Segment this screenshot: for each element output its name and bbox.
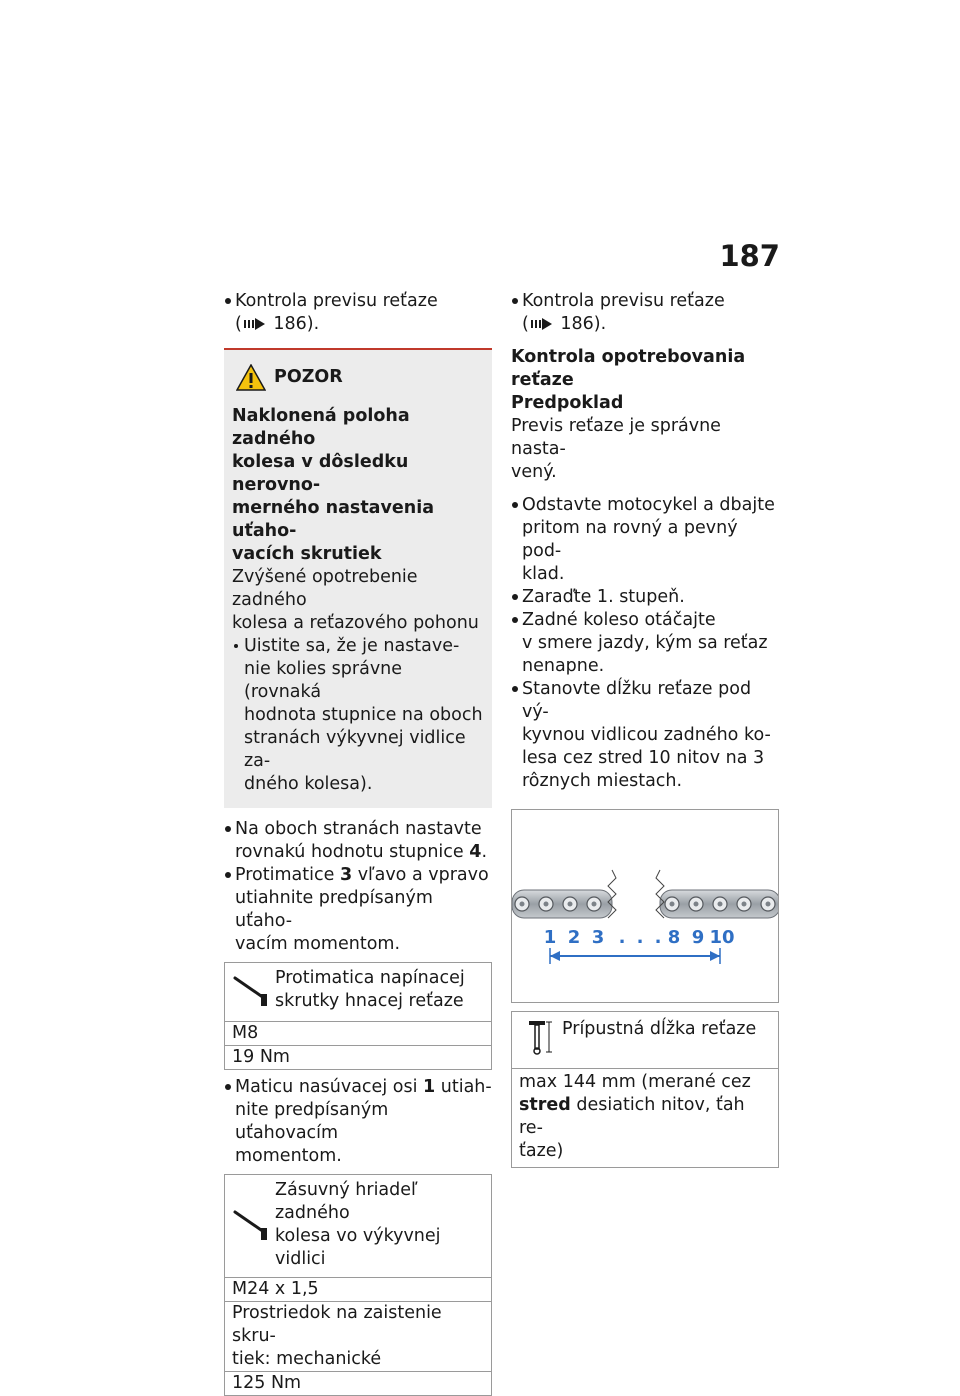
warning-body: Zvýšené opotrebenie zadného kolesa a reťazového pohonu (232, 567, 479, 633)
chain-length-value: max 144 mm (merané cez stred desiatich nitov, ťah re- ťaze) (519, 1072, 751, 1161)
left-column (224, 290, 492, 1396)
torque-spec-table (224, 962, 492, 1070)
warning-box (224, 348, 492, 808)
step-item: Odstavte motocykel a dbajte pritom na rovný a pevný pod- klad. (511, 494, 779, 586)
step-item: Protimatice 3 vľavo a vpravo utiahnite predpísaným uťaho- vacím momentom. (224, 864, 492, 956)
warning-heading: Naklonená poloha zadného kolesa v dôsledku nerovno- merného nastavenia uťaho- vacích skrutiek (232, 406, 435, 564)
spec-table-header: Protimatica napínacej skrutky hnacej reťaze (225, 963, 491, 1022)
chain-illustration (512, 810, 779, 1002)
reference-link[interactable]: ( 186). (235, 314, 320, 334)
prerequisite-text: Previs reťaze je správne nasta- vený. (511, 416, 721, 482)
section-heading: Kontrola opotrebovania reťaze (511, 347, 746, 390)
warning-action: Uistite sa, že je nastave- nie kolies správne (rovnaká hodnota stupnice na oboch stranách výkyvnej vidlice za- dného kolesa). (232, 635, 484, 796)
torque-spec-table (224, 1174, 492, 1396)
figure-label: . (654, 927, 662, 948)
warning-title: POZOR (274, 367, 343, 387)
reference-item: Kontrola previsu reťaze (224, 290, 492, 313)
figure-label: 3 (591, 927, 605, 948)
step-item: Na oboch stranách nastavte rovnakú hodnotu stupnice 4. (224, 818, 492, 864)
spec-table-header: Zásuvný hriadeľ zadného kolesa vo výkyvnej vidlici (225, 1175, 491, 1278)
step-item: Zadné koleso otáčajte v smere jazdy, kým sa reťaz nenapne. (511, 609, 779, 678)
figure-label: . (636, 927, 644, 948)
spec-thread: M8 (225, 1022, 491, 1046)
prerequisite-label: Predpoklad (511, 393, 624, 413)
reference-item: Kontrola previsu reťaze (511, 290, 779, 313)
figure-label: 2 (567, 927, 581, 948)
figure-label: . (618, 927, 626, 948)
chain-measurement-figure (511, 809, 779, 1003)
measure-caliper-icon (525, 1018, 555, 1056)
spec-thread: M24 x 1,5 (225, 1278, 491, 1302)
reference-link[interactable]: ( 186). (522, 314, 607, 334)
torque-wrench-icon (232, 1208, 272, 1242)
right-column (511, 290, 779, 1168)
warning-header (236, 364, 484, 391)
reference-arrow-icon (531, 318, 553, 330)
step-item: Maticu nasúvacej osi 1 utiah- nite predpísaným uťahovacím momentom. (224, 1076, 492, 1168)
spec-note: Prostriedok na zaistenie skru- tiek: mechanické (225, 1302, 491, 1372)
chain-length-title: Prípustná dĺžka reťaze (562, 1019, 757, 1039)
reference-arrow-icon (244, 318, 266, 330)
step-item: Stanovte dĺžku reťaze pod vý- kyvnou vidlicou zadného ko- lesa cez stred 10 nitov na 3 rôznych miestach. (511, 678, 779, 793)
step-item: Zaraďte 1. stupeň. (511, 586, 779, 609)
spec-torque: 19 Nm (232, 1047, 290, 1067)
page-number: 187 (719, 239, 780, 273)
figure-label: 9 (691, 927, 705, 948)
figure-label: 10 (709, 927, 735, 948)
torque-wrench-icon (232, 974, 272, 1008)
spec-table-header (512, 1012, 778, 1069)
figure-label: 8 (667, 927, 681, 948)
warning-triangle-icon (236, 364, 266, 391)
figure-label: 1 (543, 927, 557, 948)
spec-torque: 125 Nm (232, 1373, 302, 1393)
chain-length-spec-table (511, 1011, 779, 1168)
